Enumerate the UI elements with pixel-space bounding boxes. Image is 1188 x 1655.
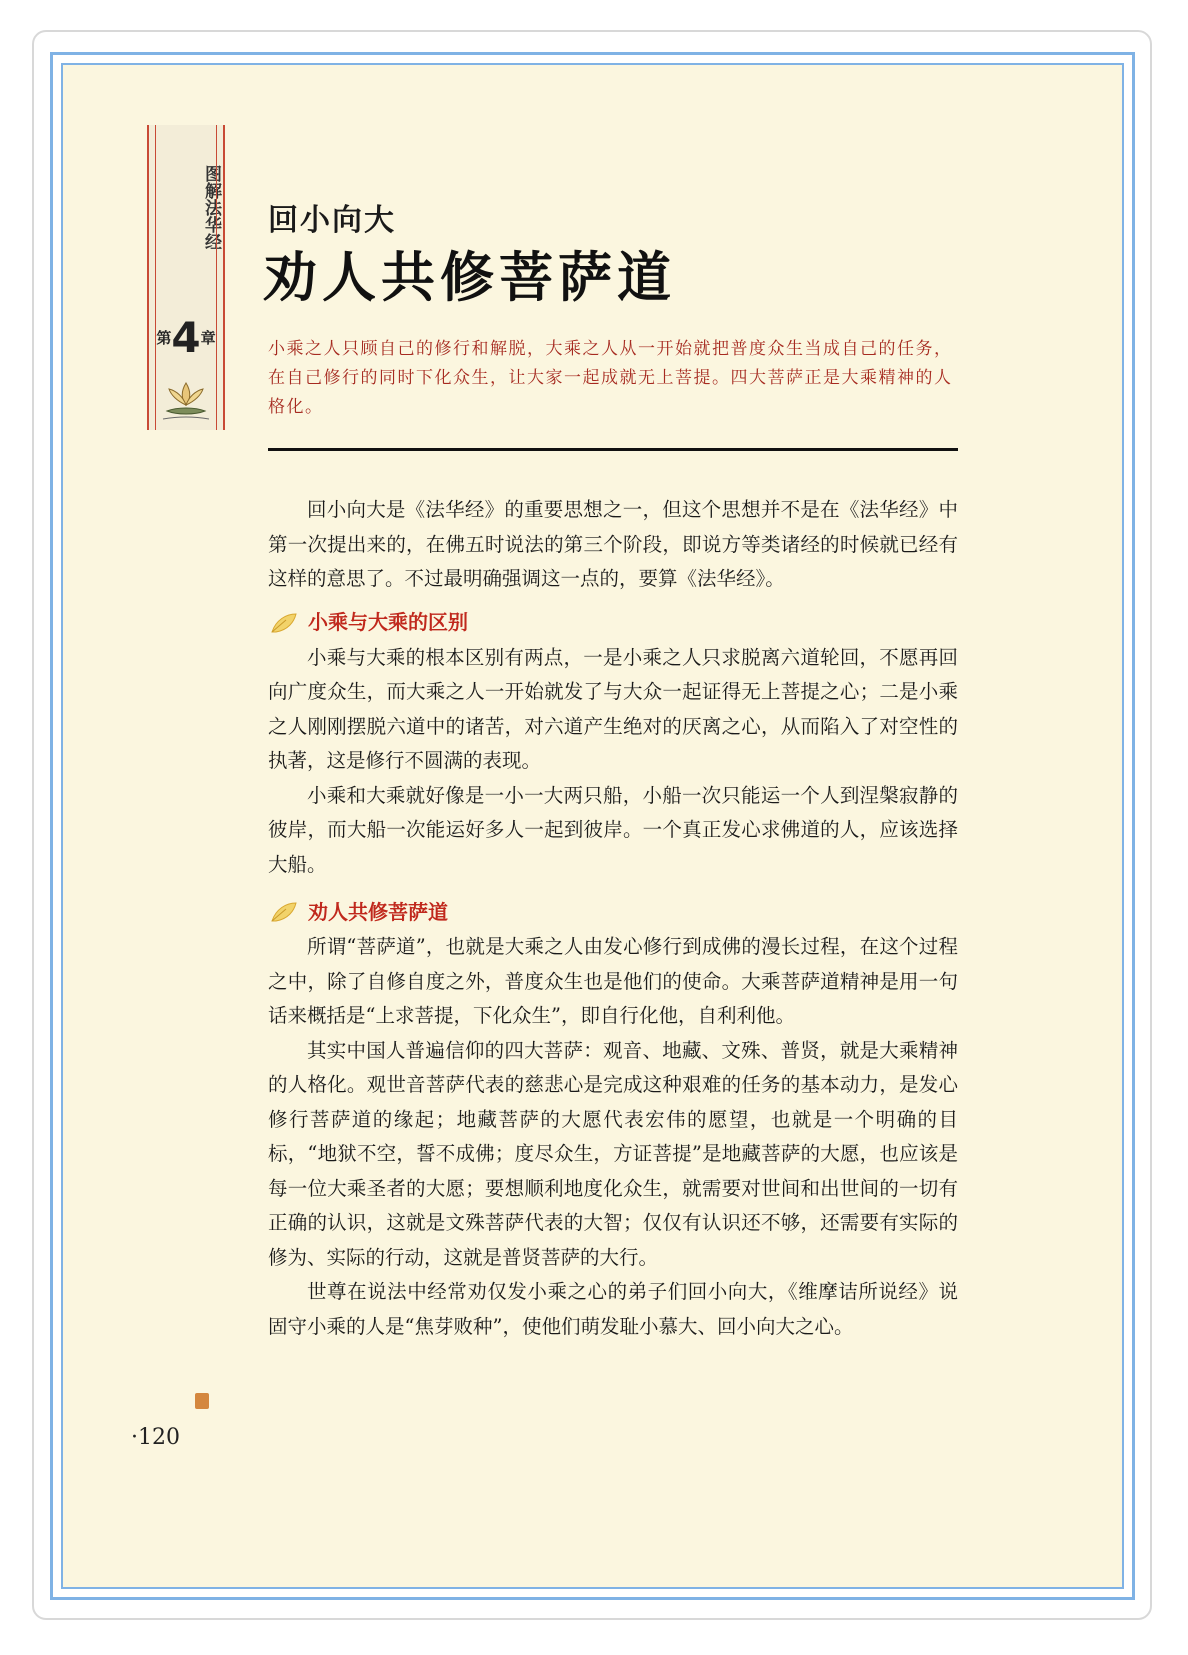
page-title: 劝人共修菩萨道 [263, 245, 676, 309]
book-page [61, 63, 1124, 1589]
book-title-vertical: 图解法华经 [201, 165, 221, 250]
chapter-suffix: 章 [200, 329, 216, 347]
section-subtitle: 回小向大 [268, 203, 396, 238]
ginkgo-leaf-icon [268, 899, 300, 925]
chapter-prefix: 第 [156, 329, 172, 347]
section2-paragraph: 其实中国人普遍信仰的四大菩萨：观音、地藏、文殊、普贤，就是大乘精神的人格化。观世音菩萨代表的慈悲心是完成这种艰难的任务的基本动力，是发心修行菩萨道的缘起；地藏菩萨的大愿代表宏伟的愿望，也就是一个明确的目标，“地狱不空，誓不成佛；度尽众生，方证菩提”是地藏菩萨的大愿，也应该是每一位大乘圣者的大愿；要想顺利地度化众生，就需要对世间和出世间的一切有正确的认识，这就是文殊菩萨代表的大智；仅仅有认识还不够，还需要有实际的修为、实际的行动，这就是普贤菩萨的大行。 [268, 1038, 958, 1269]
summary-text: 小乘之人只顾自己的修行和解脱，大乘之人从一开始就把普度众生当成自己的任务，在自己修行的同时下化众生，让大家一起成就无上菩提。四大菩萨正是大乘精神的人格化。 [268, 339, 953, 417]
section1-paragraph: 小乘和大乘就好像是一小一大两只船，小船一次只能运一个人到涅槃寂静的彼岸，而大船一次能运好多人一起到彼岸。一个真正发心求佛道的人，应该选择大船。 [268, 783, 958, 876]
section1-paragraph: 小乘与大乘的根本区别有两点，一是小乘之人只求脱离六道轮回，不愿再回向广度众生，而大乘之人一开始就发了与大众一起证得无上菩提之心；二是小乘之人刚刚摆脱六道中的诸苦，对六道产生绝对的厌离之心，从而陷入了对空性的执著，这是修行不圆满的表现。 [268, 645, 958, 772]
section-heading-2-text: 劝人共修菩萨道 [308, 899, 448, 924]
chapter-marker [149, 313, 223, 362]
page-number: ·120 [131, 1425, 180, 1450]
chapter-number: 4 [171, 313, 201, 362]
divider-rule [268, 448, 958, 451]
body-text [268, 493, 958, 1344]
page-frame [50, 52, 1135, 1600]
ginkgo-leaf-icon [268, 610, 300, 636]
chapter-side-tab [147, 125, 225, 430]
section-heading-2 [268, 894, 958, 930]
lotus-illustration-icon [159, 375, 213, 425]
seal-stamp-icon [195, 1393, 209, 1409]
section-heading-1-text: 小乘与大乘的区别 [308, 610, 468, 635]
intro-paragraph: 回小向大是《法华经》的重要思想之一，但这个思想并不是在《法华经》中第一次提出来的，在佛五时说法的第三个阶段，即说方等类诸经的时候就已经有这样的意思了。不过最明确强调这一点的，要算《法华经》。 [268, 498, 958, 590]
section-heading-1 [268, 605, 958, 641]
section2-paragraph: 所谓“菩萨道”，也就是大乘之人由发心修行到成佛的漫长过程，在这个过程之中，除了自修自度之外，普度众生也是他们的使命。大乘菩萨道精神是用一句话来概括是“上求菩提，下化众生”，即自行化他，自利利他。 [268, 935, 958, 1027]
section2-paragraph: 世尊在说法中经常劝仅发小乘之心的弟子们回小向大，《维摩诘所说经》说固守小乘的人是“焦芽败种”，使他们萌发耻小慕大、回小向大之心。 [268, 1280, 958, 1338]
